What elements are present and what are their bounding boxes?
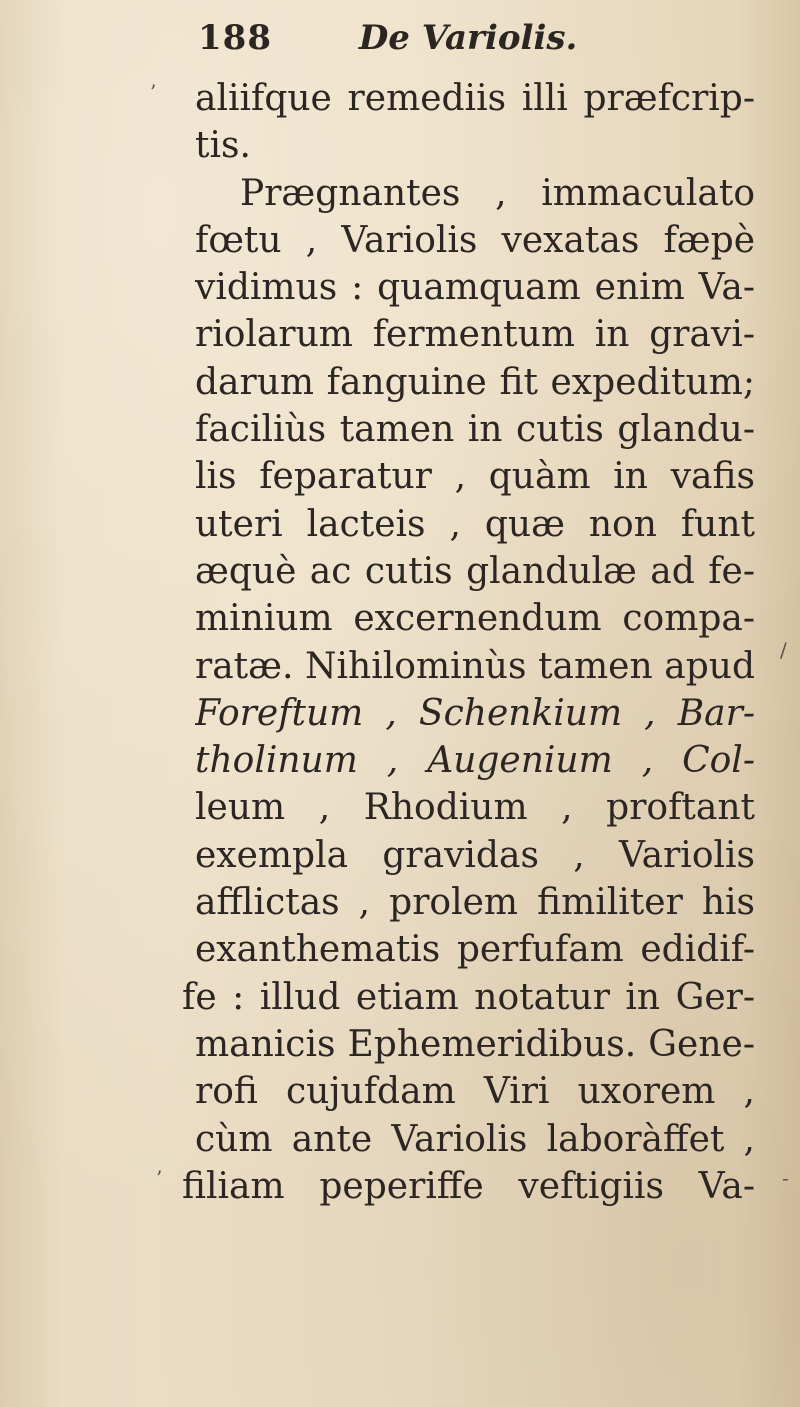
margin-mark: ’ bbox=[150, 80, 157, 104]
text-line: Prægnantes , immaculato bbox=[240, 172, 755, 214]
text-line: riolarum fermentum in gravi- bbox=[195, 314, 755, 356]
text-line: Foreftum , Schenkium , Bar- bbox=[195, 692, 755, 734]
margin-mark: / bbox=[780, 638, 787, 662]
text-line: rofi cujufdam Viri uxorem , bbox=[195, 1071, 755, 1113]
text-line: tholinum , Augenium , Col- bbox=[195, 740, 755, 782]
text-line: manicis Ephemeridibus. Gene- bbox=[195, 1023, 755, 1065]
body-text bbox=[182, 75, 755, 1210]
text-line: exempla gravidas , Variolis bbox=[195, 834, 755, 876]
text-line: afflictas , prolem fimiliter his bbox=[195, 882, 755, 924]
page-number: 188 bbox=[198, 18, 272, 58]
text-line: cùm ante Variolis laboràffet , bbox=[195, 1118, 755, 1160]
text-line: æquè ac cutis glandulæ ad fe- bbox=[195, 550, 755, 592]
text-line: filiam peperiffe veftigiis Va- bbox=[182, 1165, 755, 1207]
text-line: fe : illud etiam notatur in Ger- bbox=[182, 976, 755, 1018]
text-line: vidimus : quamquam enim Va- bbox=[195, 267, 755, 309]
text-line: aliifque remediis illi præfcrip- bbox=[195, 78, 755, 119]
running-title: De Variolis. bbox=[358, 18, 578, 58]
text-line: lis feparatur , quàm in vafis bbox=[195, 456, 755, 498]
margin-mark: ’ bbox=[156, 1166, 163, 1190]
text-line: fœtu , Variolis vexatas fæpè bbox=[195, 219, 755, 261]
text-line: tis. bbox=[195, 125, 251, 167]
text-line: faciliùs tamen in cutis glandu- bbox=[195, 409, 755, 451]
text-line: ratæ. Nihilominùs tamen apud bbox=[195, 645, 755, 687]
text-line: exanthematis perfufam edidif- bbox=[195, 929, 755, 971]
text-line: uteri lacteis , quæ non funt bbox=[195, 503, 755, 545]
text-line: leum , Rhodium , proftant bbox=[195, 787, 755, 829]
margin-mark: - bbox=[782, 1166, 789, 1190]
text-line: minium excernendum compa- bbox=[195, 598, 755, 640]
text-line: darum fanguine fit expeditum; bbox=[195, 361, 755, 403]
page-header bbox=[198, 18, 577, 58]
